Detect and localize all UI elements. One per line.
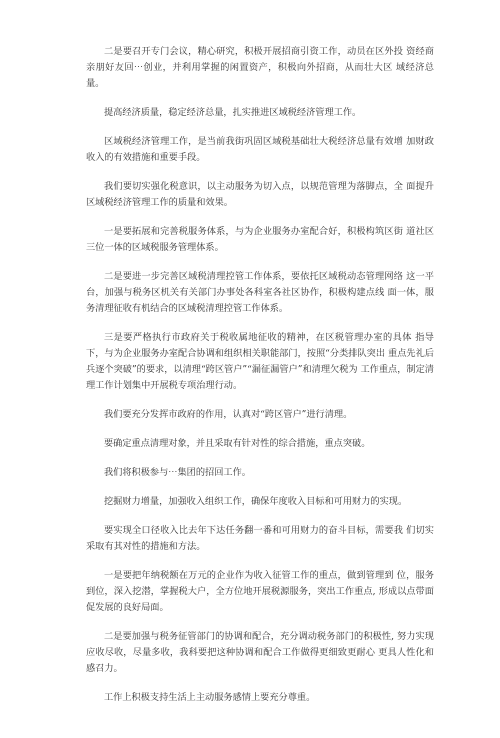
paragraph-12: 要实现全口径收入比去年下达任务翻一番和可用财力的奋斗目标，需要我 们切实采取有其对性的措施和方法。 xyxy=(86,525,434,552)
paragraph-9: 要确定重点清理对象，并且采取有针对性的综合措施，重点突破。 xyxy=(104,438,371,449)
paragraph-10: 我们将积极参与⋯集团的招回工作。 xyxy=(104,467,251,478)
paragraph-4: 我们要切实强化税意识，以主动服务为切入点，以规范管理为落脚点，全 面提升区域税经济管理工作的质量和效果。 xyxy=(86,181,434,208)
paragraph-15: 工作上积极支持生活上主动服务感情上要充分尊重。 xyxy=(104,692,316,703)
paragraph-14: 二是要加强与税务征管部门的协调和配合，充分调动税务部门的积极性, 努力实现应收尽收，尽量多收，我科要把这种协调和配合工作做得更细致更耐心 更具人性化和感召力。 xyxy=(86,631,434,674)
paragraph-8: 我们要充分发挥市政府的作用，认真对“跨区管户”进行清理。 xyxy=(104,409,353,420)
paragraph-2: 提高经济质量，稳定经济总量，扎实推进区域税经济管理工作。 xyxy=(104,107,362,118)
paragraph-6: 二是要进一步完善区域税清理控管工作体系，要依托区域税动态管理网络 这一平台，加强与税务区机关有关部门办事处各科室各社区协作，积极构建点线 面一体，服务清理征收有机结合的区域税清理控管工作体系。 xyxy=(86,271,434,314)
document-body xyxy=(86,44,434,719)
paragraph-3: 区域税经济管理工作，是当前我街巩固区域税基础壮大税经济总量有效增 加财政收入的有效措施和重要手段。 xyxy=(86,136,434,163)
paragraph-5: 一是要拓展和完善税服务体系，与为企业服务办室配合好，积极构筑区街 道社区三位一体的区域税服务管理体系。 xyxy=(86,226,434,253)
paragraph-7: 三是要严格执行市政府关于税收属地征收的精神，在区税管理办室的具体 指导下，与为企业服务办室配合协调和组织相关职能部门，按照“分类排队突出 重点先礼后兵逐个突破”的要求，以清理“跨区管户”“漏征漏管户”和清理欠税为 工作重点，制定清理工作计划集中开展税专项治理行动。 xyxy=(86,332,434,391)
paragraph-11: 挖掘财力增量，加强收入组织工作，确保年度收入目标和可用财力的实现。 xyxy=(104,496,408,507)
paragraph-1: 二是要召开专门会议，精心研究，积极开展招商引资工作，动员在区外投 资经商亲朋好友回⋯创业，并利用掌握的闲置资产，积极向外招商，从而壮大区 域经济总量。 xyxy=(86,46,434,89)
paragraph-13: 一是要把年纳税额在万元的企业作为收入征管工作的重点，做到管理到 位，服务到位，深入挖潜，掌握税大户，全方位地开展税源服务，突出工作重点, 形成以点带面促发展的良好局面。 xyxy=(86,570,434,613)
